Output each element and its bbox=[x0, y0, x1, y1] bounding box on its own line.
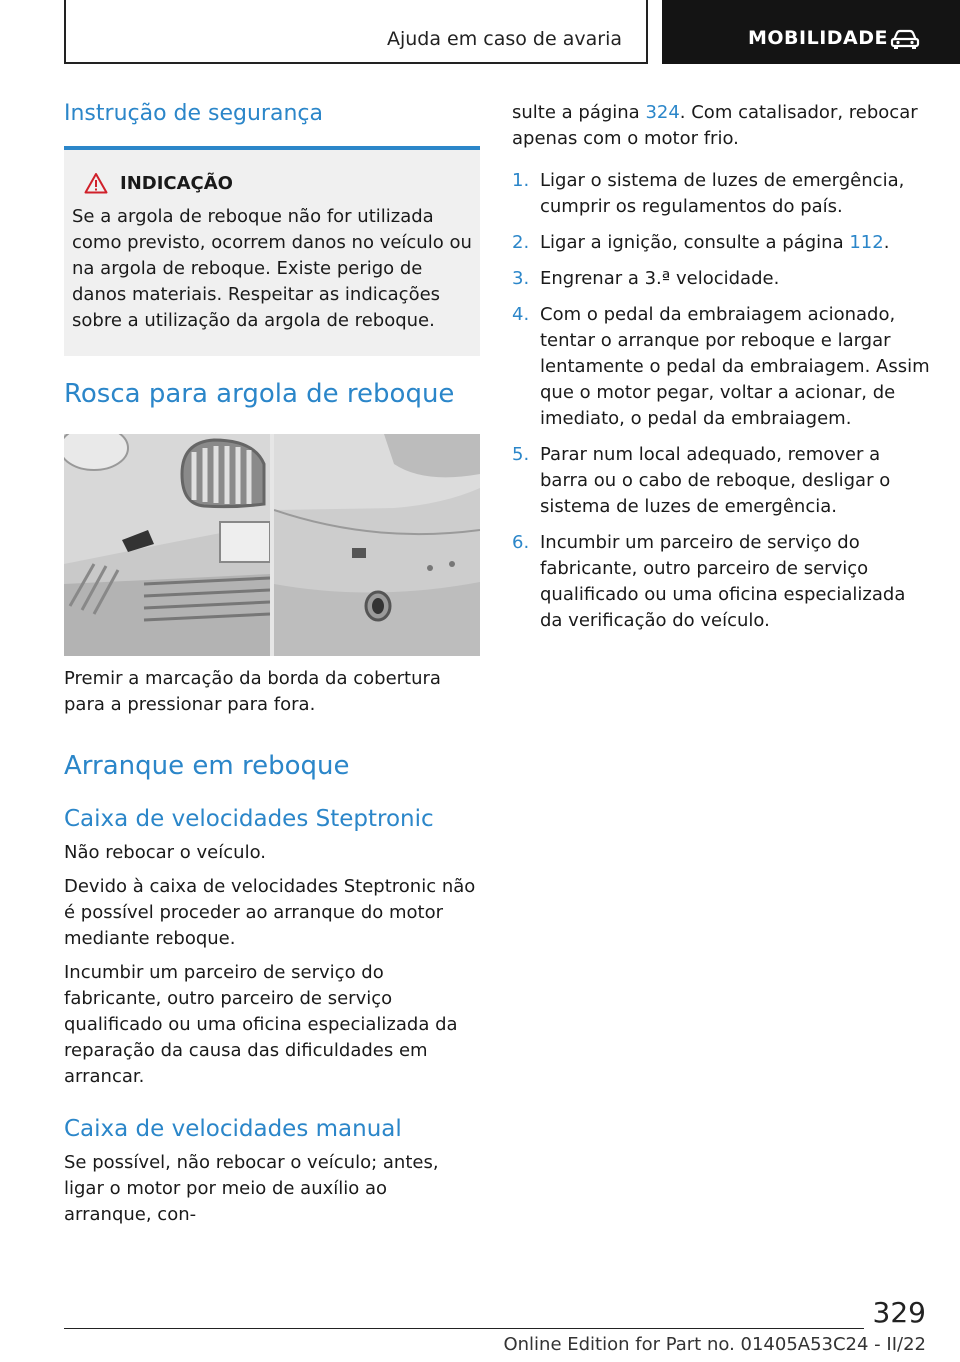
page-link-112[interactable]: 112 bbox=[849, 232, 884, 253]
step-text: Parar num local adequado, remover a barra ou o cabo de reboque, desligar o sistema de luzes de emergência. bbox=[540, 444, 891, 517]
step-text: Com o pedal da embraiagem acionado, tentar o arranque por reboque e largar lentamente o pedal da embraiagem. Assim que o motor pegar, voltar a acionar, de imediato, o pedal da embraiagem. bbox=[540, 304, 930, 429]
steptronic-paragraph-2: Devido à caixa de velocidades Steptronic não é possível proceder ao arranque do motor mediante reboque. bbox=[64, 876, 476, 949]
list-item bbox=[512, 302, 932, 432]
step-number: 6. bbox=[512, 532, 530, 553]
header-chapter-label: MOBILIDADE bbox=[748, 27, 889, 49]
warning-triangle-icon bbox=[84, 172, 108, 194]
car-icon bbox=[890, 28, 920, 50]
left-column bbox=[64, 100, 480, 1228]
list-item bbox=[512, 530, 932, 634]
intro-text-a: sulte a página bbox=[512, 102, 646, 123]
right-column bbox=[512, 100, 932, 644]
steptronic-paragraph-1: Não rebocar o veículo. bbox=[64, 842, 266, 863]
step-text-a: Ligar a ignição, consulte a página bbox=[540, 232, 850, 253]
step-text bbox=[540, 230, 932, 256]
footer-rule bbox=[64, 1328, 864, 1329]
heading-safety: Instrução de segurança bbox=[64, 101, 323, 126]
notice-box bbox=[64, 150, 480, 356]
thread-instruction: Premir a marcação da borda da cobertura para a pressionar para fora. bbox=[64, 668, 441, 715]
step-text: Ligar o sistema de luzes de emergência, cumprir os regulamentos do país. bbox=[540, 170, 905, 217]
header-chapter-tab bbox=[662, 0, 960, 64]
heading-manual: Caixa de velocidades manual bbox=[64, 1116, 402, 1142]
front-bumper-photo bbox=[64, 434, 270, 656]
steptronic-paragraph-3: Incumbir um parceiro de serviço do fabricante, outro parceiro de serviço qualificado ou uma oficina especializada da reparação da causa das dificuldades em arrancar. bbox=[64, 962, 458, 1087]
rear-bumper-photo bbox=[274, 434, 480, 656]
step-number: 1. bbox=[512, 170, 530, 191]
tow-start-steps bbox=[512, 168, 932, 634]
intro-text-b: . Com catalisador, rebocar apenas com o motor frio. bbox=[512, 102, 918, 149]
list-item bbox=[512, 230, 932, 256]
list-item bbox=[512, 442, 932, 520]
list-item bbox=[512, 266, 932, 292]
footer-edition: Online Edition for Part no. 01405A53C24 - II/22 bbox=[503, 1334, 926, 1355]
manual-paragraph-continuation bbox=[512, 100, 932, 152]
list-item bbox=[512, 168, 932, 220]
step-text: Incumbir um parceiro de serviço do fabricante, outro parceiro de serviço qualificado ou uma oficina especializada da verificação do veículo. bbox=[540, 532, 906, 631]
heading-tow-start: Arranque em reboque bbox=[64, 751, 350, 781]
step-number: 4. bbox=[512, 304, 530, 325]
manual-paragraph-1: Se possível, não rebocar o veículo; antes, ligar o motor por meio de auxílio ao arranque, con- bbox=[64, 1152, 439, 1225]
page-link-324[interactable]: 324 bbox=[645, 102, 680, 123]
step-number: 2. bbox=[512, 232, 530, 253]
notice-title: INDICAÇÃO bbox=[120, 172, 233, 194]
bumper-photos bbox=[64, 434, 480, 656]
page-number: 329 bbox=[872, 1296, 926, 1329]
step-number: 5. bbox=[512, 444, 530, 465]
step-number: 3. bbox=[512, 268, 530, 289]
notice-header bbox=[84, 172, 472, 194]
step-text-b: . bbox=[883, 232, 890, 253]
header-frame bbox=[64, 0, 648, 64]
step-text: Engrenar a 3.ª velocidade. bbox=[540, 268, 780, 289]
heading-steptronic: Caixa de velocidades Steptronic bbox=[64, 806, 434, 832]
heading-tow-thread: Rosca para argola de reboque bbox=[64, 379, 455, 409]
header-section-title: Ajuda em caso de avaria bbox=[386, 28, 622, 50]
notice-body: Se a argola de reboque não for utilizada como previsto, ocorrem danos no veículo ou na argola de reboque. Existe perigo de danos materiais. Respeitar as indicações sobre a utilização da argola de reboque. bbox=[72, 206, 472, 331]
